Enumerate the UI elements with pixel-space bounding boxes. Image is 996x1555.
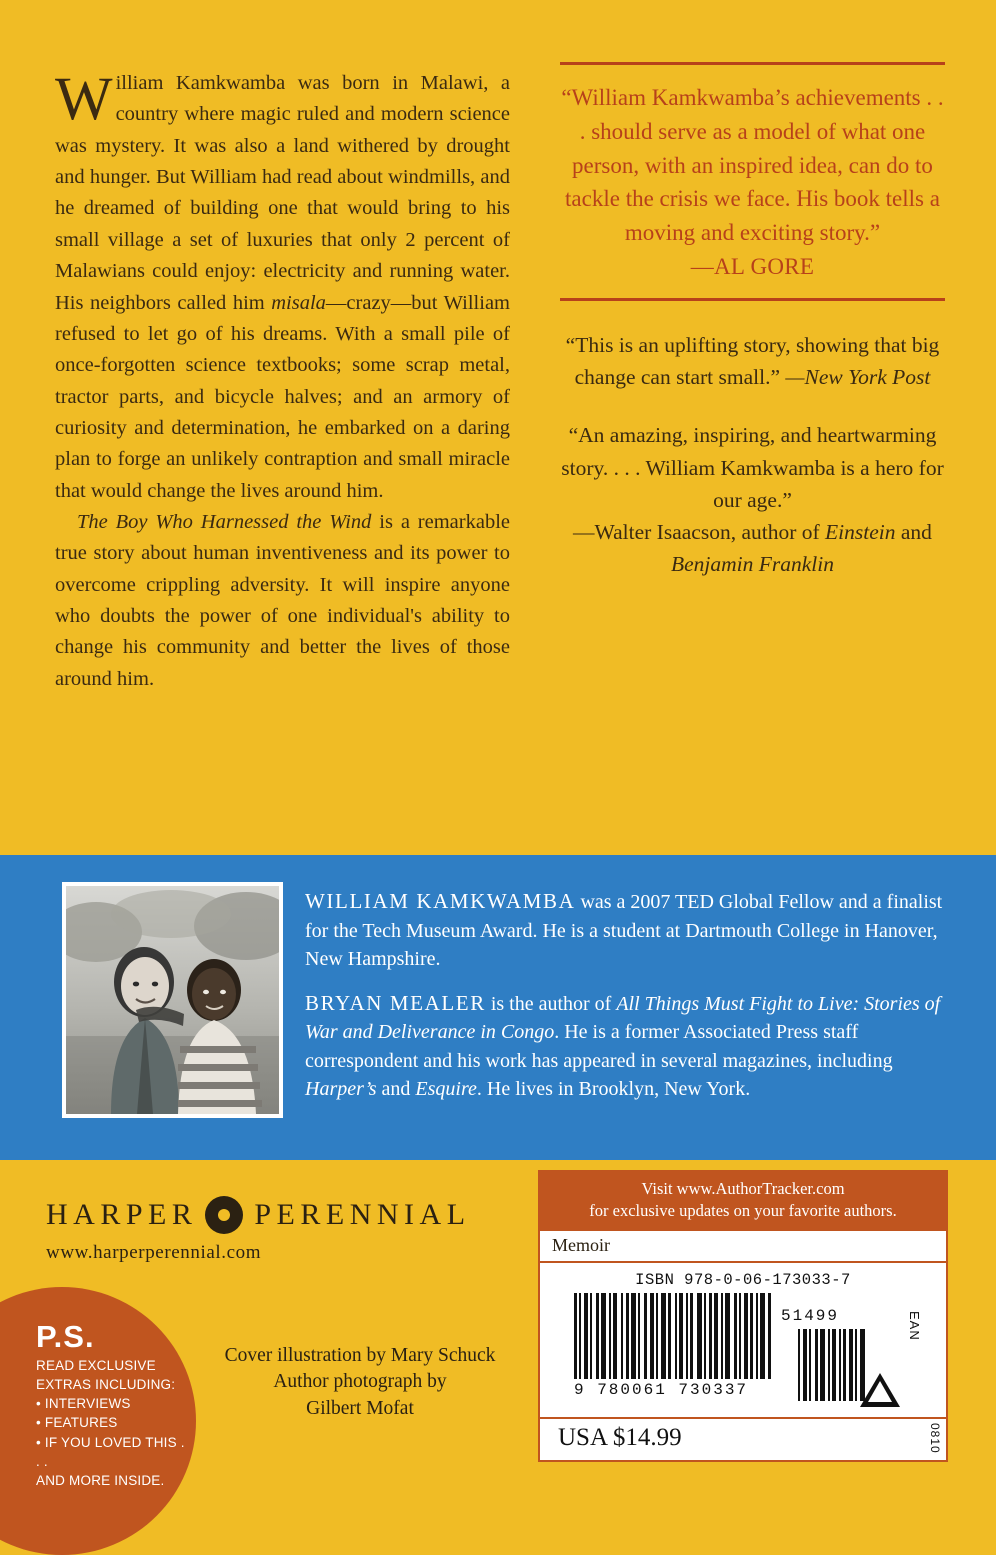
description-italic-misala: misala xyxy=(271,291,326,314)
author-bio-book-title-1: All Things Must Fight to Live: Stories of War and Deliverance in Congo xyxy=(305,992,941,1044)
book-title-inline: The Boy Who Harnessed the Wind xyxy=(77,511,372,534)
ps-badge-content xyxy=(36,1321,186,1490)
ps-badge-title: P.S. xyxy=(36,1319,95,1354)
author-bio-bryan-text-a: is the author of xyxy=(485,992,617,1015)
publisher-name-harper: HARPER xyxy=(46,1198,198,1231)
quote-nyp-attribution: —New York Post xyxy=(785,365,931,390)
author-photo xyxy=(62,882,283,1118)
publisher-block xyxy=(46,1196,471,1264)
quote-walter-isaacson xyxy=(560,393,945,580)
quote-isaacson-join: and xyxy=(895,520,932,545)
ps-line-6: AND MORE INSIDE. xyxy=(36,1472,165,1488)
quote-isaacson-text: “An amazing, inspiring, and heartwarming story. . . . William Kamkwamba is a hero for our age.” xyxy=(561,423,944,512)
publisher-logo xyxy=(46,1196,471,1234)
isbn-text: ISBN 978-0-06-173033-7 xyxy=(635,1270,851,1289)
ps-line-1: READ EXCLUSIVE xyxy=(36,1358,156,1373)
author-photo-image xyxy=(66,886,279,1114)
price-band xyxy=(540,1417,946,1460)
harper-circle-icon xyxy=(205,1196,243,1234)
barcode-addon-digits: 51499 xyxy=(780,1306,839,1325)
quote-al-gore-text: “William Kamkwamba’s achievements . . . should serve as a model of what one person, with an inspired idea, can do to tackle the crisis we face. His book tells a moving and exciting story.” xyxy=(561,85,944,246)
description-paragraph-1 xyxy=(55,68,510,507)
cover-credits xyxy=(205,1343,515,1422)
barcode-graphics xyxy=(568,1293,924,1413)
triangle-mark-icon xyxy=(860,1373,900,1407)
quote-isaacson-title-2: Benjamin Franklin xyxy=(670,552,834,577)
quote-nyp-text: “This is an uplifting story, showing that big change can start small.” xyxy=(565,332,940,390)
genre-label: Memoir xyxy=(540,1231,946,1263)
description-paragraph-2 xyxy=(55,507,510,695)
ps-line-4: • FEATURES xyxy=(36,1415,118,1431)
publisher-name-perennial: PERENNIAL xyxy=(254,1198,471,1231)
drop-cap: W xyxy=(55,66,113,133)
description-text-1: illiam Kamkwamba was born in Malawi, a country where magic ruled and modern science was mystery. It was also a land withered by drought and hunger. But William had read about windmills, and he dreamed of building one that would bring to his small village a set of luxuries that only 2 percent of Malawians could enjoy: electricity and running water. His neighbors called him xyxy=(55,72,510,314)
publisher-website[interactable]: www.harperperennial.com xyxy=(46,1242,262,1263)
author-bio-magazine-1: Harper’s xyxy=(305,1078,377,1101)
author-bio-bryan xyxy=(305,989,950,1104)
barcode-panel xyxy=(538,1170,948,1462)
author-bio-bryan-text-b: . He is a former Associated Press staff correspondent and his work has appeared in several magazines, including xyxy=(305,1021,893,1072)
author-bio-william xyxy=(305,887,950,974)
description-text-1-cont: —crazy—but William refused to let go of his dreams. With a small pile of once-forgotten science textbooks; some scrap metal, tractor parts, and bicycle halves; and an armory of curiosity and determination, he embarked on a daring plan to forge an unlikely contraption and small miracle that would change the lives around him. xyxy=(55,291,510,502)
price-text: USA $14.99 xyxy=(558,1424,682,1451)
barcode-main-digits: 9 780061 730337 xyxy=(574,1380,749,1399)
credit-line-2: Author photograph by xyxy=(273,1371,447,1393)
author-name-bryan: BRYAN MEALER xyxy=(305,990,486,1015)
ps-line-5: • IF YOU LOVED THIS . . . xyxy=(36,1434,185,1469)
author-bio-magazine-2: Esquire xyxy=(415,1078,477,1101)
print-code: 0810 xyxy=(928,1423,942,1454)
author-bio-section xyxy=(0,855,996,1160)
ps-line-2: EXTRAS INCLUDING: xyxy=(36,1377,176,1393)
credit-line-3: Gilbert Mofat xyxy=(306,1397,414,1419)
quote-new-york-post xyxy=(560,301,945,394)
quote-isaacson-attribution: —Walter Isaacson, author of xyxy=(573,520,826,545)
description-text-2: is a remarkable true story about human inventiveness and its power to overcome crippling adversity. It will inspire anyone who doubts the power of one individual's ability to change his community and better the lives of those around him. xyxy=(55,511,510,690)
author-bio-bryan-text-d: . He lives in Brooklyn, New York. xyxy=(476,1078,751,1101)
quote-al-gore-attribution: —AL GORE xyxy=(690,253,815,279)
authortracker-line-1[interactable]: Visit www.AuthorTracker.com xyxy=(641,1179,845,1198)
ean-label: EAN xyxy=(907,1310,922,1341)
authortracker-band xyxy=(540,1172,946,1231)
authortracker-line-2: for exclusive updates on your favorite authors. xyxy=(589,1201,897,1221)
author-name-william: WILLIAM KAMKWAMBA xyxy=(305,889,576,913)
quote-isaacson-title-1: Einstein xyxy=(825,520,896,545)
ps-badge xyxy=(0,1287,196,1555)
barcode-main xyxy=(574,1293,802,1399)
ps-line-3: • INTERVIEWS xyxy=(36,1396,131,1412)
barcode-main-bars xyxy=(574,1293,802,1379)
author-bio-bryan-text-c: and xyxy=(376,1078,416,1101)
review-quotes xyxy=(560,62,945,581)
book-description xyxy=(55,68,510,695)
credit-line-1: Cover illustration by Mary Schuck xyxy=(224,1345,496,1366)
quote-al-gore xyxy=(560,65,945,298)
author-bios xyxy=(305,887,950,1119)
author-bio-william-text: was a 2007 TED Global Fellow and a finalist for the Tech Museum Award. He is a student at Dartmouth College in Hanover, New Hampshire. xyxy=(305,891,943,971)
back-cover-bottom xyxy=(0,1160,996,1500)
ps-badge-lines xyxy=(36,1356,186,1490)
